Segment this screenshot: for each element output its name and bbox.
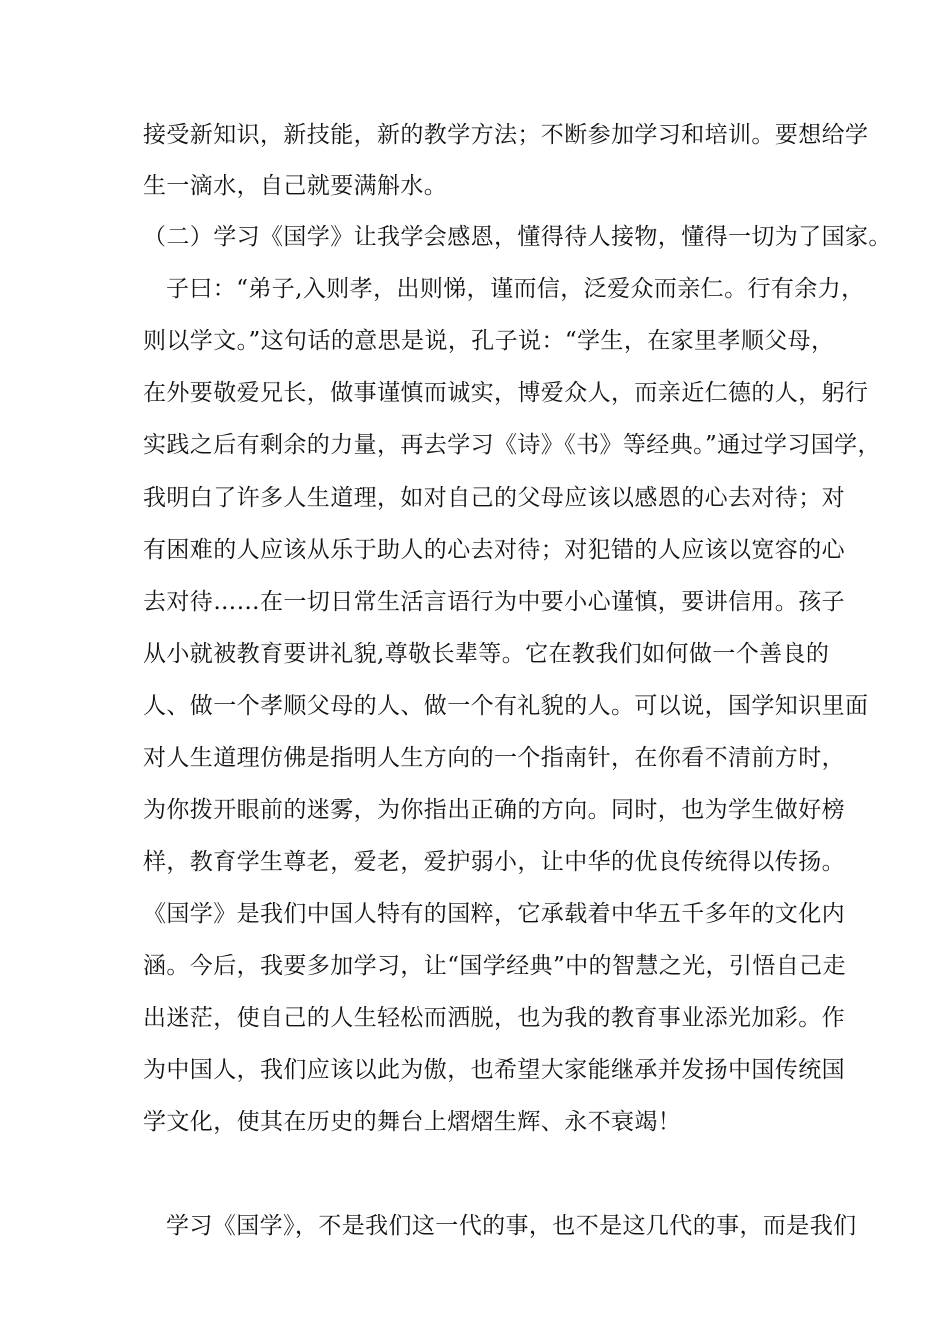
- text-line: 涵。今后，我要多加学习，让“国学经典”中的智慧之光，引悟自己走: [143, 953, 846, 979]
- text-line: 在外要敬爱兄长，做事谨慎而诚实，博爱众人，而亲近仁德的人，躬行: [143, 380, 869, 406]
- text-line: 则以学文。”这句话的意思是说，孔子说：“学生，在家里孝顺父母，: [143, 328, 835, 354]
- text-line: 从小就被教育要讲礼貌,尊敬长辈等。它在教我们如何做一个善良的: [143, 641, 830, 667]
- text-line: 为你拨开眼前的迷雾，为你指出正确的方向。同时，也为学生做好榜: [143, 797, 845, 823]
- text-line: 有困难的人应该从乐于助人的心去对待；对犯错的人应该以宽容的心: [143, 537, 845, 563]
- text-line: 人、做一个孝顺父母的人、做一个有礼貌的人。可以说，国学知识里面: [143, 693, 869, 719]
- text-line: 实践之后有剩余的力量，再去学习《诗》《书》等经典。”通过学习国学，: [143, 432, 881, 458]
- text-line: 接受新知识，新技能，新的教学方法；不断参加学习和培训。要想给学: [143, 122, 869, 148]
- text-line: 出迷茫，使自己的人生轻松而洒脱，也为我的教育事业添光加彩。作: [143, 1005, 845, 1031]
- text-line: 样，教育学生尊老，爱老，爱护弱小，让中华的优良传统得以传扬。: [143, 849, 845, 875]
- section-heading: （二）学习《国学》让我学会感恩，懂得待人接物，懂得一切为了国家。: [143, 224, 892, 250]
- text-line: 生一滴水，自己就要满斛水。: [143, 173, 448, 199]
- text-line: 去对待……在一切日常生活言语行为中要小心谨慎，要讲信用。孩子: [143, 589, 845, 615]
- text-line: 为中国人，我们应该以此为傲，也希望大家能继承并发扬中国传统国: [143, 1057, 845, 1083]
- text-line: 子曰：“弟子,入则孝，出则悌，谨而信，泛爱众而亲仁。行有余力，: [166, 276, 865, 302]
- text-line: 对人生道理仿佛是指明人生方向的一个指南针，在你看不清前方时，: [143, 745, 845, 771]
- text-line: 学文化，使其在历史的舞台上熠熠生辉、永不衰竭！: [143, 1109, 682, 1135]
- text-line: 学习《国学》，不是我们这一代的事，也不是这几代的事，而是我们: [166, 1213, 857, 1239]
- text-line: 《国学》是我们中国人特有的国粹，它承载着中华五千多年的文化内: [143, 901, 845, 927]
- text-line: 我明白了许多人生道理，如对自己的父母应该以感恩的心去对待；对: [143, 485, 845, 511]
